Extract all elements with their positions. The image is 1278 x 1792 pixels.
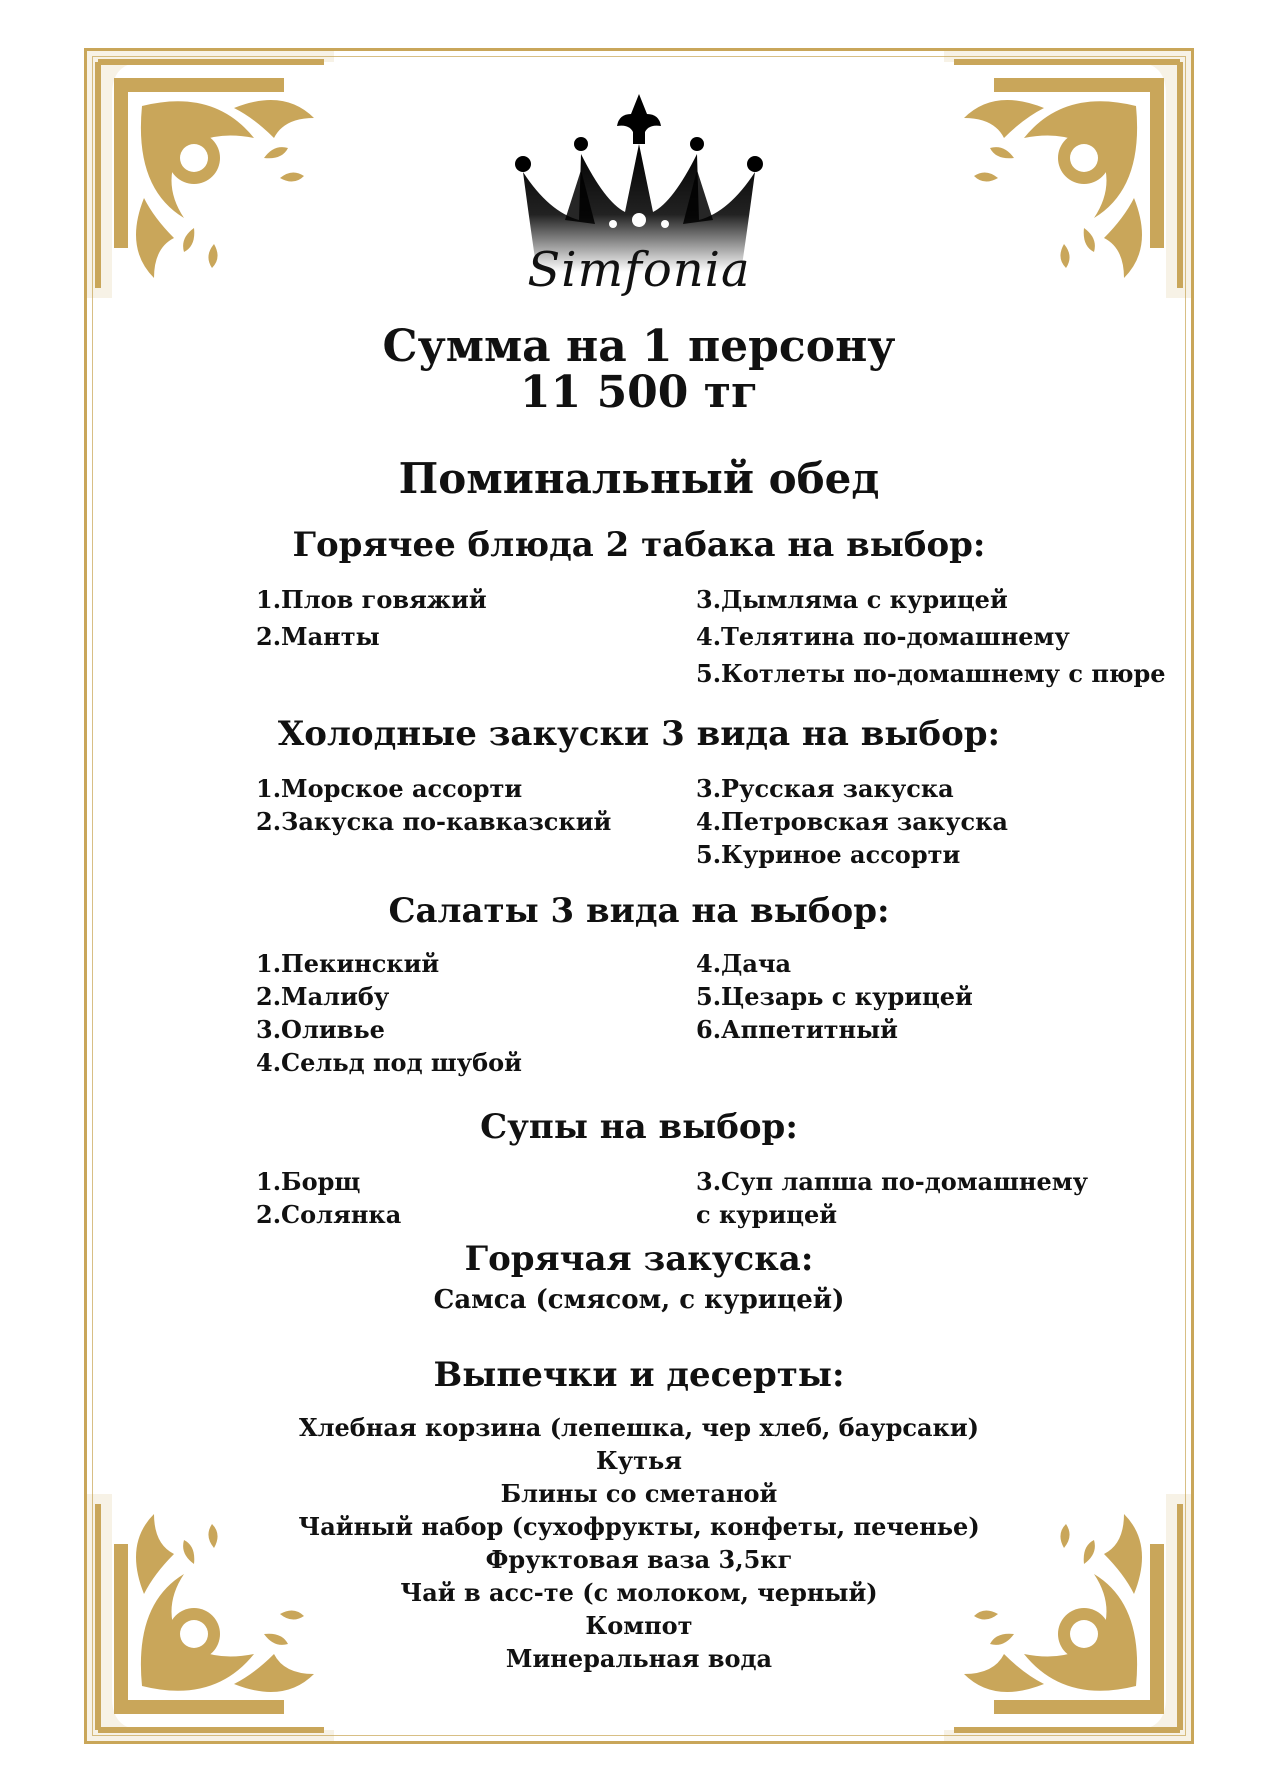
right-column bbox=[696, 947, 1136, 1079]
left-column bbox=[256, 1165, 696, 1231]
menu-item: 3.Оливье bbox=[256, 1015, 385, 1044]
section-title: Выпечки и десерты: bbox=[433, 1355, 845, 1395]
price-block bbox=[96, 321, 1182, 418]
logo bbox=[509, 92, 769, 322]
menu-item: 5.Куриное ассорти bbox=[696, 840, 961, 869]
menu-item: Самса (смясом, с курицей) bbox=[433, 1285, 845, 1315]
menu-item: 2.Малибу bbox=[256, 982, 390, 1011]
brand-name: Simfonia bbox=[527, 242, 751, 298]
section-list bbox=[96, 772, 1182, 871]
section-list bbox=[96, 1165, 1182, 1231]
menu-item: 4.Петровская закуска bbox=[696, 807, 1008, 836]
menu-item: Минеральная вода bbox=[505, 1644, 773, 1673]
menu-item: с курицей bbox=[696, 1200, 838, 1229]
left-column bbox=[256, 581, 696, 692]
menu-item: Кутья bbox=[595, 1446, 683, 1475]
menu-content bbox=[96, 321, 1182, 1675]
menu-item: 5.Цезарь с курицей bbox=[696, 982, 973, 1011]
menu-item: 1.Борщ bbox=[256, 1167, 361, 1196]
menu-item: 4.Телятина по-домашнему bbox=[696, 622, 1070, 651]
menu-item: Компот bbox=[585, 1611, 693, 1640]
menu-item: 4.Дача bbox=[696, 949, 792, 978]
menu-item: Чайный набор (сухофрукты, конфеты, печенье) bbox=[298, 1512, 980, 1541]
menu-title: Поминальный обед bbox=[398, 454, 880, 503]
section-title: Салаты 3 вида на выбор: bbox=[388, 891, 890, 931]
menu-item: 1.Плов говяжий bbox=[256, 585, 487, 614]
menu-item: 1.Пекинский bbox=[256, 949, 440, 978]
price-line-2: 11 500 тг bbox=[520, 367, 758, 418]
section-title: Горячая закуска: bbox=[464, 1239, 814, 1279]
menu-item: Фруктовая ваза 3,5кг bbox=[485, 1545, 793, 1574]
section-list bbox=[96, 581, 1182, 692]
left-column bbox=[256, 772, 696, 871]
price-line-1: Сумма на 1 персону bbox=[382, 321, 896, 372]
right-column bbox=[696, 1165, 1136, 1231]
left-column bbox=[256, 947, 696, 1079]
corner-ornament-icon bbox=[944, 48, 1194, 298]
menu-item: 6.Аппетитный bbox=[696, 1015, 898, 1044]
menu-item: Чай в асс-те (с молоком, черный) bbox=[400, 1578, 878, 1607]
corner-ornament-icon bbox=[84, 48, 334, 298]
right-column bbox=[696, 581, 1166, 692]
menu-item: 2.Закуска по-кавказский bbox=[256, 807, 612, 836]
menu-item: 5.Котлеты по-домашнему с пюре bbox=[696, 659, 1166, 688]
menu-item: Хлебная корзина (лепешка, чер хлеб, баурсаки) bbox=[298, 1413, 980, 1442]
menu-item: 3.Русская закуска bbox=[696, 774, 954, 803]
section-list bbox=[96, 1411, 1182, 1675]
menu-item: 4.Сельд под шубой bbox=[256, 1048, 522, 1077]
menu-item: 3.Суп лапша по-домашнему bbox=[696, 1167, 1088, 1196]
menu-item: 2.Манты bbox=[256, 622, 380, 651]
menu-item: Блины со сметаной bbox=[500, 1479, 778, 1508]
section-list bbox=[96, 947, 1182, 1079]
section-title: Холодные закуски 3 вида на выбор: bbox=[277, 714, 1001, 754]
menu-item: 1.Морское ассорти bbox=[256, 774, 523, 803]
section-title: Горячее блюда 2 табака на выбор: bbox=[292, 525, 986, 565]
menu-item: 3.Дымляма с курицей bbox=[696, 585, 1008, 614]
menu-item: 2.Солянка bbox=[256, 1200, 402, 1229]
right-column bbox=[696, 772, 1136, 871]
section-title: Супы на выбор: bbox=[480, 1107, 798, 1147]
